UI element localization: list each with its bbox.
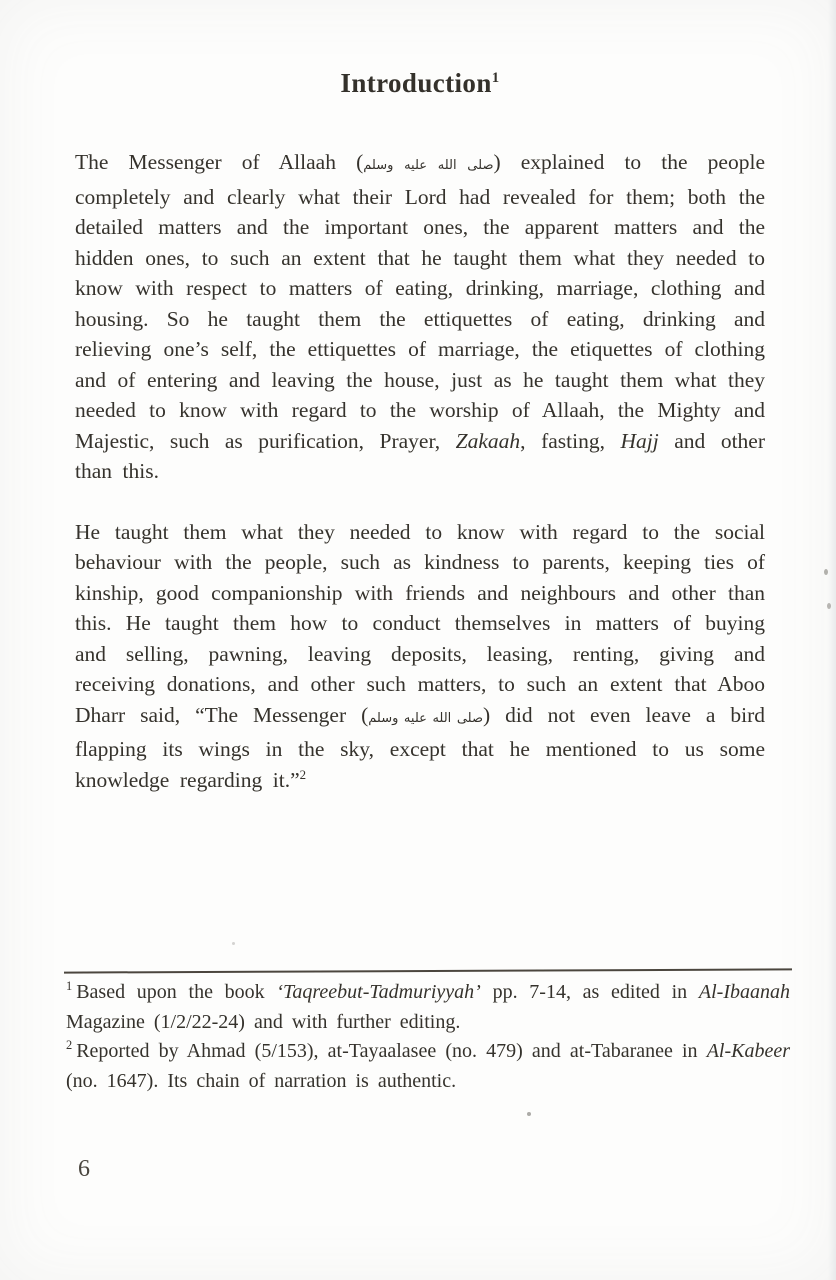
italic-book-title: Al-Kabeer [706, 1040, 790, 1062]
paragraph-1 [75, 147, 765, 487]
text-segment: Based upon the book [76, 981, 277, 1003]
text-segment: ) explained to the people completely and clearly what their Lord had revealed for them; both the detailed matters and the important ones, the apparent matters and the hidden ones, to such an extent that he taught them what they needed to know with respect to matters of eating, drinking, marriage, clothing and housing. So he taught them the ettiquettes of eating, drinking and relieving one’s self, the ettiquettes of marriage, the etiquettes of clothing and of entering and leaving the house, just as he taught them what they needed to know with regard to the worship of Allaah, the Mighty and Majestic, such as purification, Prayer, [75, 150, 765, 453]
title-footnote-ref: 1 [491, 70, 500, 87]
footnote-ref-2: 2 [299, 767, 307, 782]
honorific-saw-symbol: صلى الله عليه وسلم [363, 158, 494, 173]
italic-book-title: ‘Taqreebut-Tadmuriyyah’ [276, 981, 481, 1003]
footnote-marker-2: 2 [66, 1038, 73, 1053]
text-segment: , fasting, [520, 428, 621, 453]
text-segment: The Messenger of Allaah ( [75, 150, 364, 174]
italic-magazine-title: Al-Ibaanah [698, 981, 790, 1003]
scan-speckle [527, 1112, 531, 1116]
italic-term-zakaah: Zakaah [455, 428, 521, 453]
scan-speckle [232, 942, 235, 945]
scan-speckle [824, 569, 828, 575]
text-segment: He taught them what they needed to know with regard to the social behaviour with the people, such as kindness to parents, keeping ties of kinship, good companionship with friends and neighbours and other than this. He taught them how to conduct themselves in matters of buying and selling, pawning, leaving deposits, leasing, renting, giving and receiving donations, and other such matters, to such an extent that Aboo Dharr said, “The Messenger ( [75, 519, 765, 727]
text-segment: ) did not even leave a bird flapping its wings in the sky, except that he mentioned to us some knowledge regarding it.” [75, 702, 765, 792]
footnote-marker-1: 1 [66, 979, 73, 994]
scan-speckle [827, 603, 831, 609]
page-number: 6 [78, 1156, 90, 1182]
title-text: Introduction [340, 68, 492, 99]
text-segment: (no. 1647). Its chain of narration is authentic. [66, 1069, 457, 1092]
italic-term-hajj: Hajj [620, 428, 659, 453]
text-segment: Magazine (1/2/22-24) and with further editing. [66, 1010, 461, 1033]
text-segment: and other than this. [75, 428, 766, 483]
footnote-1 [66, 978, 790, 1037]
scan-edge-shadow [828, 0, 836, 1280]
text-segment: Reported by Ahmad (5/153), at-Tayaalasee (no. 479) and at-Tabaranee in [76, 1040, 707, 1062]
footnotes-section [66, 978, 790, 1096]
page-title [75, 68, 765, 99]
body-text [75, 147, 765, 795]
honorific-saw-symbol: صلى الله عليه وسلم [368, 710, 484, 726]
footnote-2 [66, 1037, 790, 1096]
footnote-divider [64, 968, 792, 973]
paragraph-2 [75, 517, 765, 796]
text-segment: pp. 7-14, as edited in [480, 981, 699, 1003]
